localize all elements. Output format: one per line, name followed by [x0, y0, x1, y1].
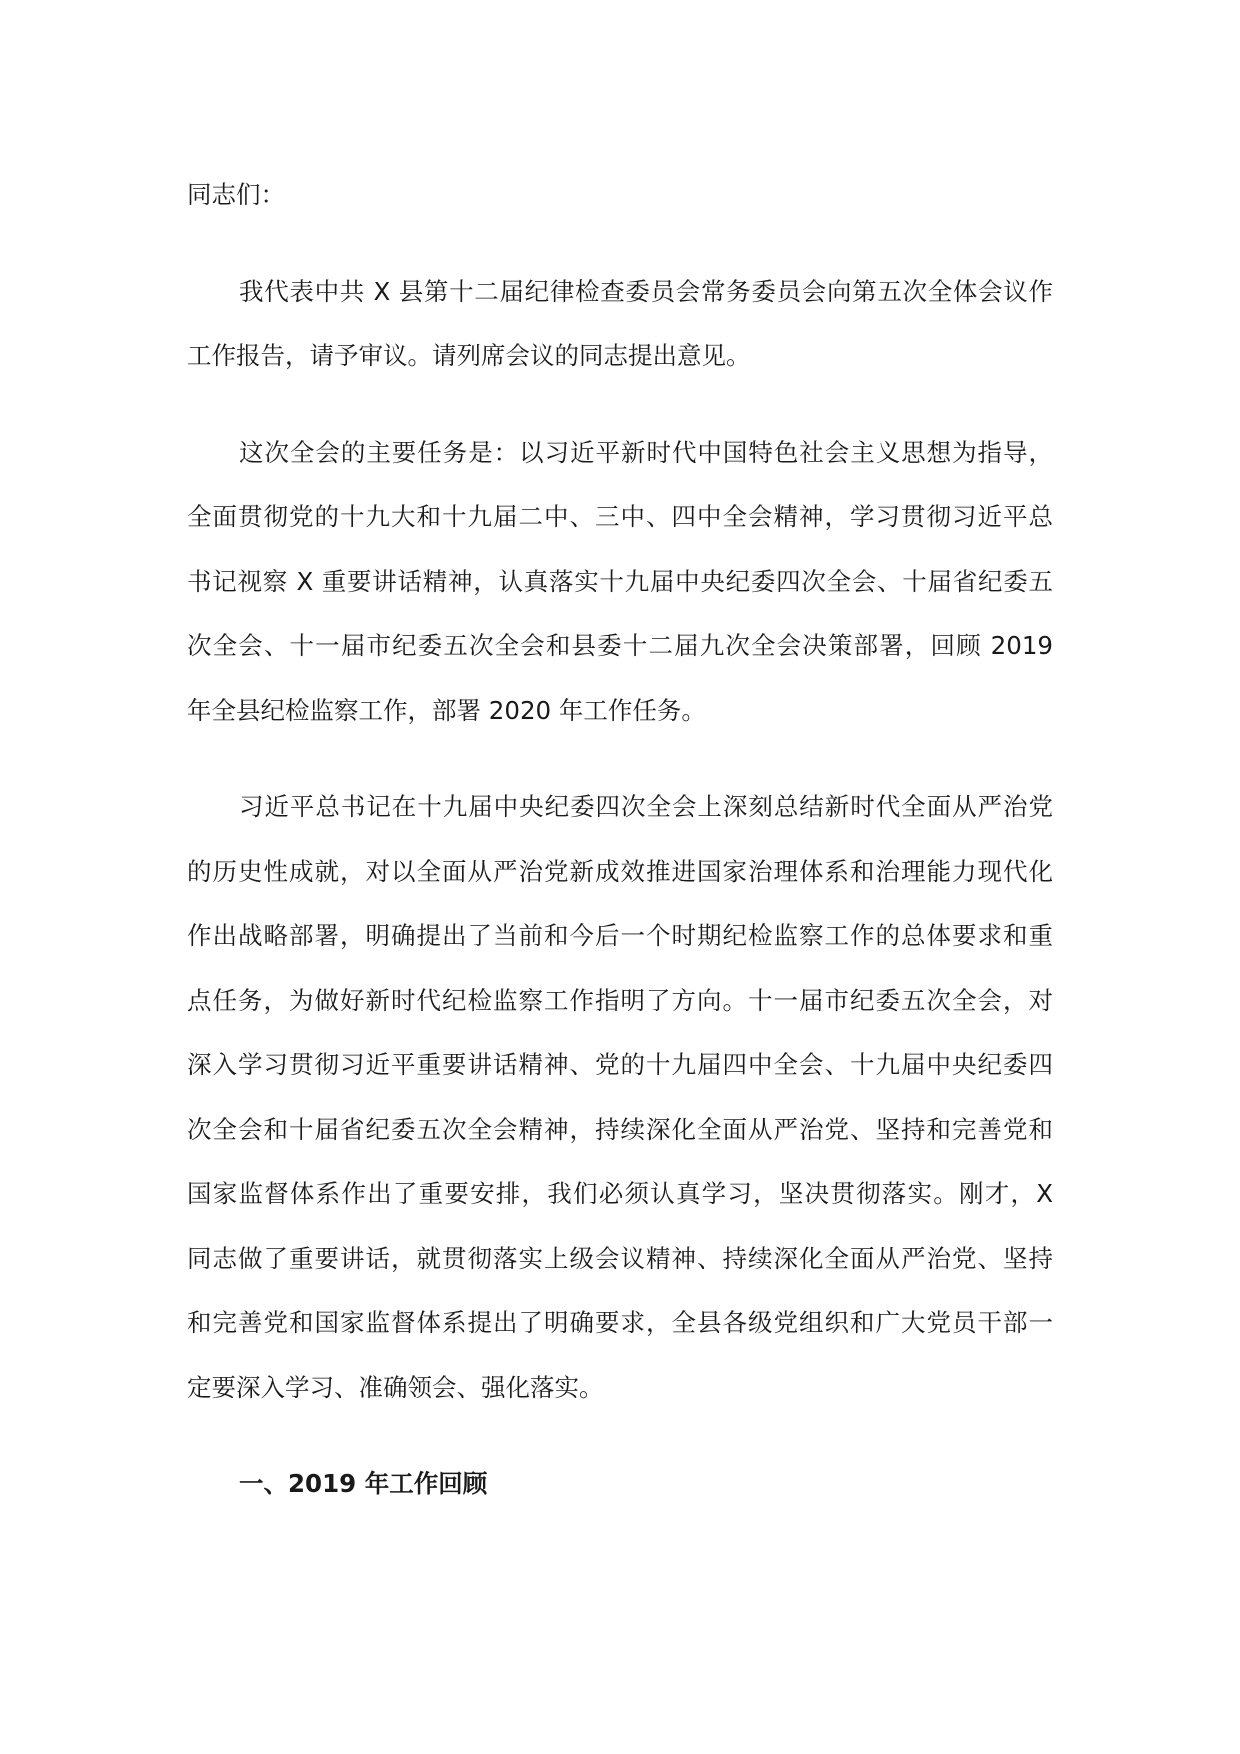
paragraph-line: 次全会、十一届市纪委五次全会和县委十二届九次全会决策部署，回顾 2019 [187, 631, 1053, 660]
paragraph-line: 点任务，为做好新时代纪检监察工作指明了方向。十一届市纪委五次全会，对 [187, 985, 1053, 1015]
paragraph-gap [187, 1420, 1053, 1452]
paragraph-line: 这次全会的主要任务是：以习近平新时代中国特色社会主义思想为指导， [239, 437, 1053, 467]
paragraph-summary [187, 775, 1053, 1420]
paragraph-line: 全面贯彻党的十九大和十九届二中、三中、四中全会精神，学习贯彻习近平总 [187, 502, 1053, 531]
paragraph-report-intro [187, 260, 1053, 389]
paragraph-line: 作出战略部署，明确提出了当前和今后一个时期纪检监察工作的总体要求和重 [187, 921, 1053, 950]
paragraph-line: 同志做了重要讲话，就贯彻落实上级会议精神、持续深化全面从严治党、坚持 [187, 1243, 1053, 1273]
paragraph-gap [187, 389, 1053, 421]
paragraph-line: 我代表中共 X 县第十二届纪律检查委员会常务委员会向第五次全体会议作 [239, 276, 1053, 306]
paragraph-gap [187, 228, 1053, 260]
paragraph-line: 定要深入学习、准确领会、强化落实。 [187, 1372, 604, 1402]
paragraph-line: 的历史性成就，对以全面从严治党新成效推进国家治理体系和治理能力现代化 [187, 856, 1053, 886]
paragraph-line: 工作报告，请予审议。请列席会议的同志提出意见。 [187, 341, 751, 370]
paragraph-main-tasks [187, 421, 1053, 744]
paragraph-line: 年全县纪检监察工作，部署 2020 年工作任务。 [187, 695, 706, 725]
paragraph-line: 和完善党和国家监督体系提出了明确要求，全县各级党组织和广大党员干部一 [187, 1308, 1053, 1337]
paragraph-gap [187, 743, 1053, 775]
paragraph-line: 书记视察 X 重要讲话精神，认真落实十九届中央纪委四次全会、十届省纪委五 [187, 566, 1053, 596]
document-body [187, 163, 1053, 1517]
paragraph-line: 次全会和十届省纪委五次全会精神，持续深化全面从严治党、坚持和完善党和 [187, 1114, 1053, 1144]
paragraph-line: 深入学习贯彻习近平重要讲话精神、党的十九届四中全会、十九届中央纪委四 [187, 1050, 1053, 1079]
salutation: 同志们： [187, 180, 285, 209]
section-heading: 一、2019 年工作回顾 [239, 1469, 488, 1498]
paragraph-line: 国家监督体系作出了重要安排，我们必须认真学习，坚决贯彻落实。刚才，X [187, 1179, 1053, 1208]
paragraph-line: 习近平总书记在十九届中央纪委四次全会上深刻总结新时代全面从严治党 [239, 792, 1053, 821]
